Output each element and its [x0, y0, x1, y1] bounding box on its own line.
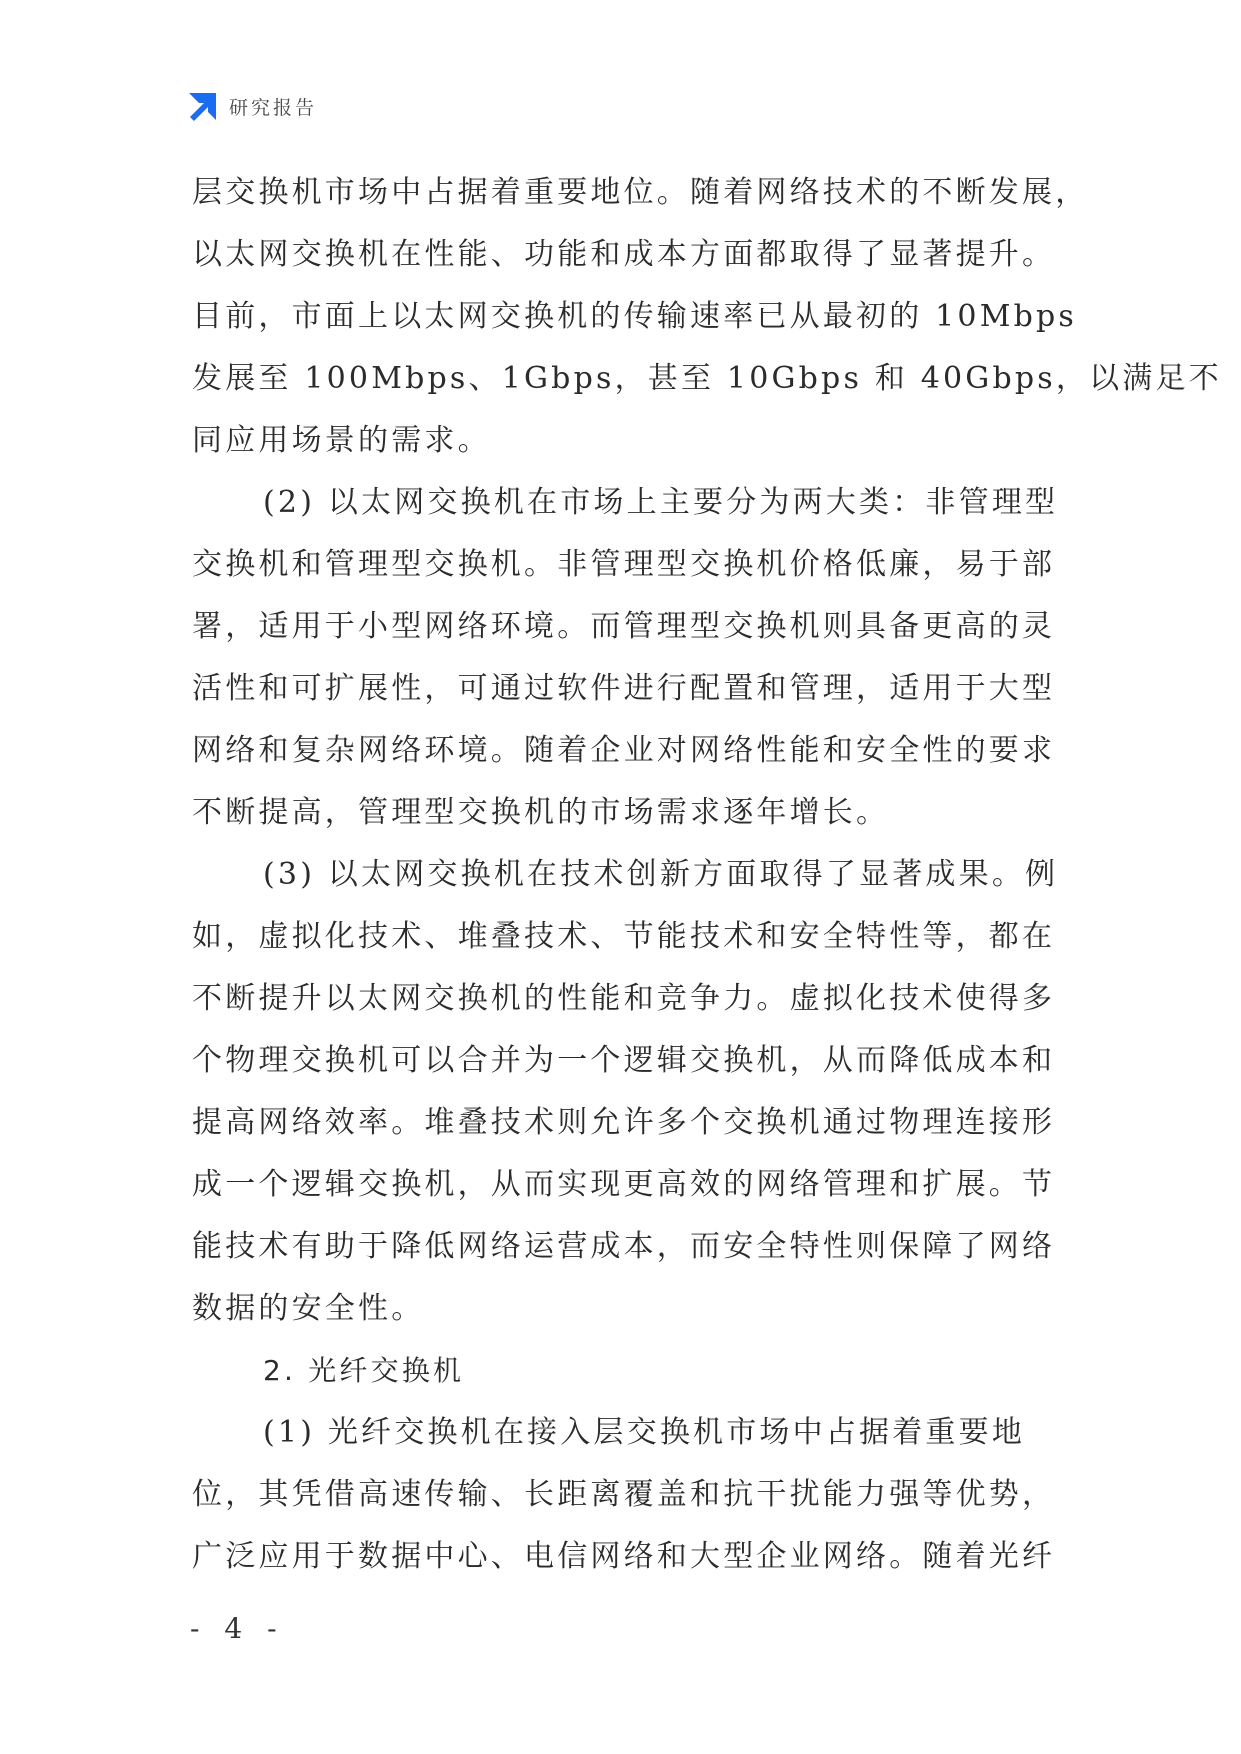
text-line: 发展至 100Mbps、1Gbps，甚至 10Gbps 和 40Gbps，以满足不 — [192, 361, 1222, 396]
text-line: 广泛应用于数据中心、电信网络和大型企业网络。随着光纤 — [192, 1539, 1056, 1574]
document-body — [192, 162, 1222, 1588]
text-line: 活性和可扩展性，可通过软件进行配置和管理，适用于大型 — [192, 671, 1056, 706]
section-heading: 2. 光纤交换机 — [263, 1354, 465, 1387]
text-line: 个物理交换机可以合并为一个逻辑交换机，从而降低成本和 — [192, 1043, 1056, 1078]
text-line: 目前，市面上以太网交换机的传输速率已从最初的 10Mbps — [192, 299, 1078, 334]
text-line: 同应用场景的需求。 — [192, 423, 491, 458]
page-number: - 4 - — [190, 1612, 285, 1645]
text-line: 能技术有助于降低网络运营成本，而安全特性则保障了网络 — [192, 1229, 1056, 1264]
text-line: 如，虚拟化技术、堆叠技术、节能技术和安全特性等，都在 — [192, 919, 1056, 954]
text-line: 交换机和管理型交换机。非管理型交换机价格低廉，易于部 — [192, 547, 1056, 582]
text-line: 提高网络效率。堆叠技术则允许多个交换机通过物理连接形 — [192, 1105, 1056, 1140]
text-line: 层交换机市场中占据着重要地位。随着网络技术的不断发展， — [192, 175, 1089, 210]
text-line: (2) 以太网交换机在市场上主要分为两大类：非管理型 — [263, 485, 1059, 520]
text-line: 位，其凭借高速传输、长距离覆盖和抗干扰能力强等优势， — [192, 1477, 1056, 1512]
text-line: (3) 以太网交换机在技术创新方面取得了显著成果。例 — [263, 857, 1059, 892]
text-line: (1) 光纤交换机在接入层交换机市场中占据着重要地 — [263, 1415, 1026, 1450]
text-line: 数据的安全性。 — [192, 1291, 425, 1326]
text-line: 以太网交换机在性能、功能和成本方面都取得了显著提升。 — [192, 237, 1056, 272]
text-line: 不断提高，管理型交换机的市场需求逐年增长。 — [192, 795, 890, 830]
text-line: 网络和复杂网络环境。随着企业对网络性能和安全性的要求 — [192, 733, 1056, 768]
text-line: 署，适用于小型网络环境。而管理型交换机则具备更高的灵 — [192, 609, 1056, 644]
text-line: 成一个逻辑交换机，从而实现更高效的网络管理和扩展。节 — [192, 1167, 1056, 1202]
logo-arrow-icon — [187, 90, 219, 122]
header-title: 研究报告 — [229, 96, 318, 119]
page-header — [187, 88, 317, 124]
text-line: 不断提升以太网交换机的性能和竞争力。虚拟化技术使得多 — [192, 981, 1056, 1016]
